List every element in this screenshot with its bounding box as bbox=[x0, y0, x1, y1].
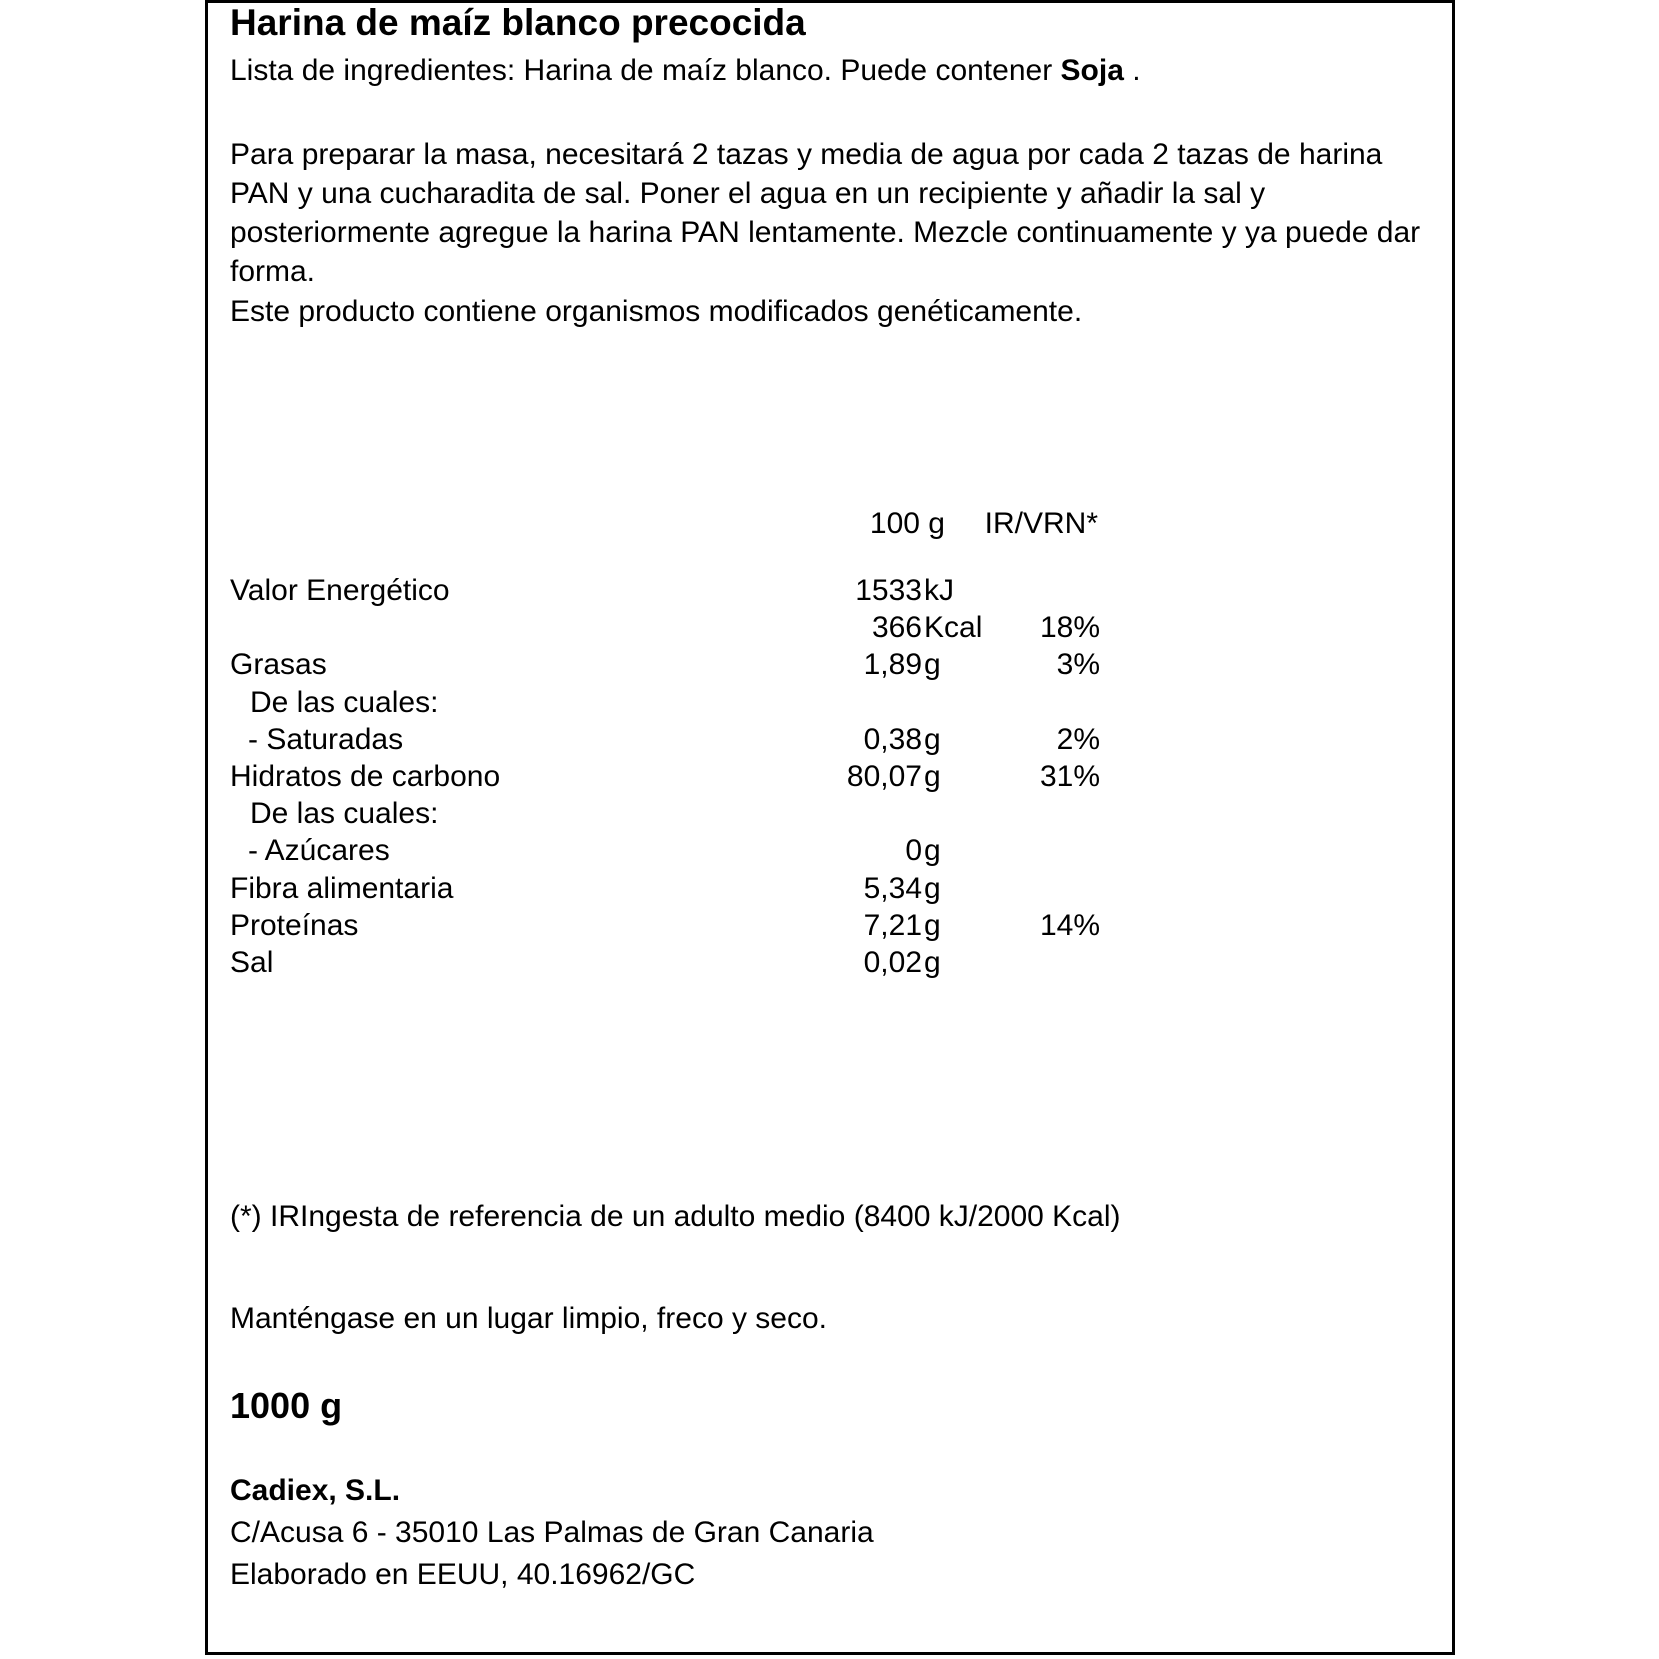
nutrient-ri: 14% bbox=[1039, 909, 1100, 942]
nutrient-label: Valor Energético bbox=[230, 574, 450, 607]
nutrient-ri: 2% bbox=[1056, 723, 1100, 756]
nutrient-unit: Kcal bbox=[924, 611, 983, 644]
nutrient-unit: kJ bbox=[924, 574, 954, 607]
nutrient-value: 1,89 bbox=[863, 648, 922, 681]
ingredients-list bbox=[230, 54, 1141, 88]
company-name: Cadiex, S.L. bbox=[230, 1474, 401, 1507]
nutrient-value: 80,07 bbox=[846, 760, 922, 793]
nutrient-unit: g bbox=[924, 723, 941, 756]
nutrient-unit: g bbox=[924, 834, 941, 867]
nutrient-label: Grasas bbox=[230, 648, 327, 681]
nutrient-value: 7,21 bbox=[863, 909, 922, 942]
nutrient-label: - Azúcares bbox=[248, 834, 390, 867]
nutrient-value: 5,34 bbox=[863, 872, 922, 905]
product-title: Harina de maíz blanco precocida bbox=[230, 2, 806, 43]
nutrient-value: 0 bbox=[905, 834, 922, 867]
allergen-soja: Soja bbox=[1060, 54, 1124, 87]
nutrient-value: 0,02 bbox=[863, 946, 922, 979]
origin-registration: Elaborado en EEUU, 40.16962/GC bbox=[230, 1558, 696, 1591]
nutrient-value: 0,38 bbox=[863, 723, 922, 756]
storage-instructions: Manténgase en un lugar limpio, freco y seco. bbox=[230, 1302, 827, 1335]
nutrient-label: Sal bbox=[230, 946, 274, 979]
nutrition-header-amount: 100 g bbox=[869, 507, 945, 540]
nutrient-label: Proteínas bbox=[230, 909, 359, 942]
nutrient-ri: 3% bbox=[1056, 648, 1100, 681]
nutrient-unit: g bbox=[924, 872, 941, 905]
gmo-notice: Este producto contiene organismos modificados genéticamente. bbox=[230, 295, 1083, 328]
preparation-text: Para preparar la masa, necesitará 2 tazas y media de agua por cada 2 tazas de harina PAN y una cucharadita de sal. Poner el agua en un recipiente y añadir la sal y posteriormente agregue la harina PAN lentamente. Mezcle continuamente y ya puede dar forma. bbox=[230, 138, 1421, 288]
nutrient-label: - Saturadas bbox=[248, 723, 404, 756]
nutrient-ri: 18% bbox=[1039, 611, 1100, 644]
ingredients-prefix: Lista de ingredientes: Harina de maíz blanco. Puede contener bbox=[230, 54, 1061, 87]
ingredients-suffix: . bbox=[1123, 54, 1141, 87]
nutrient-label: De las cuales: bbox=[250, 797, 439, 830]
ri-footnote: (*) IRIngesta de referencia de un adulto medio (8400 kJ/2000 Kcal) bbox=[230, 1200, 1121, 1233]
nutrient-unit: g bbox=[924, 946, 941, 979]
company-address: C/Acusa 6 - 35010 Las Palmas de Gran Canaria bbox=[230, 1516, 874, 1549]
nutrient-label: Hidratos de carbono bbox=[230, 760, 501, 793]
nutrient-value: 1533 bbox=[855, 574, 922, 607]
nutrient-label: Fibra alimentaria bbox=[230, 872, 454, 905]
nutrition-header-ri: IR/VRN* bbox=[984, 507, 1098, 540]
nutrient-ri: 31% bbox=[1039, 760, 1100, 793]
nutrient-label: De las cuales: bbox=[250, 686, 439, 719]
net-weight: 1000 g bbox=[230, 1385, 343, 1426]
nutrient-unit: g bbox=[924, 909, 941, 942]
nutrient-unit: g bbox=[924, 648, 941, 681]
nutrient-value: 366 bbox=[871, 611, 922, 644]
nutrient-unit: g bbox=[924, 760, 941, 793]
